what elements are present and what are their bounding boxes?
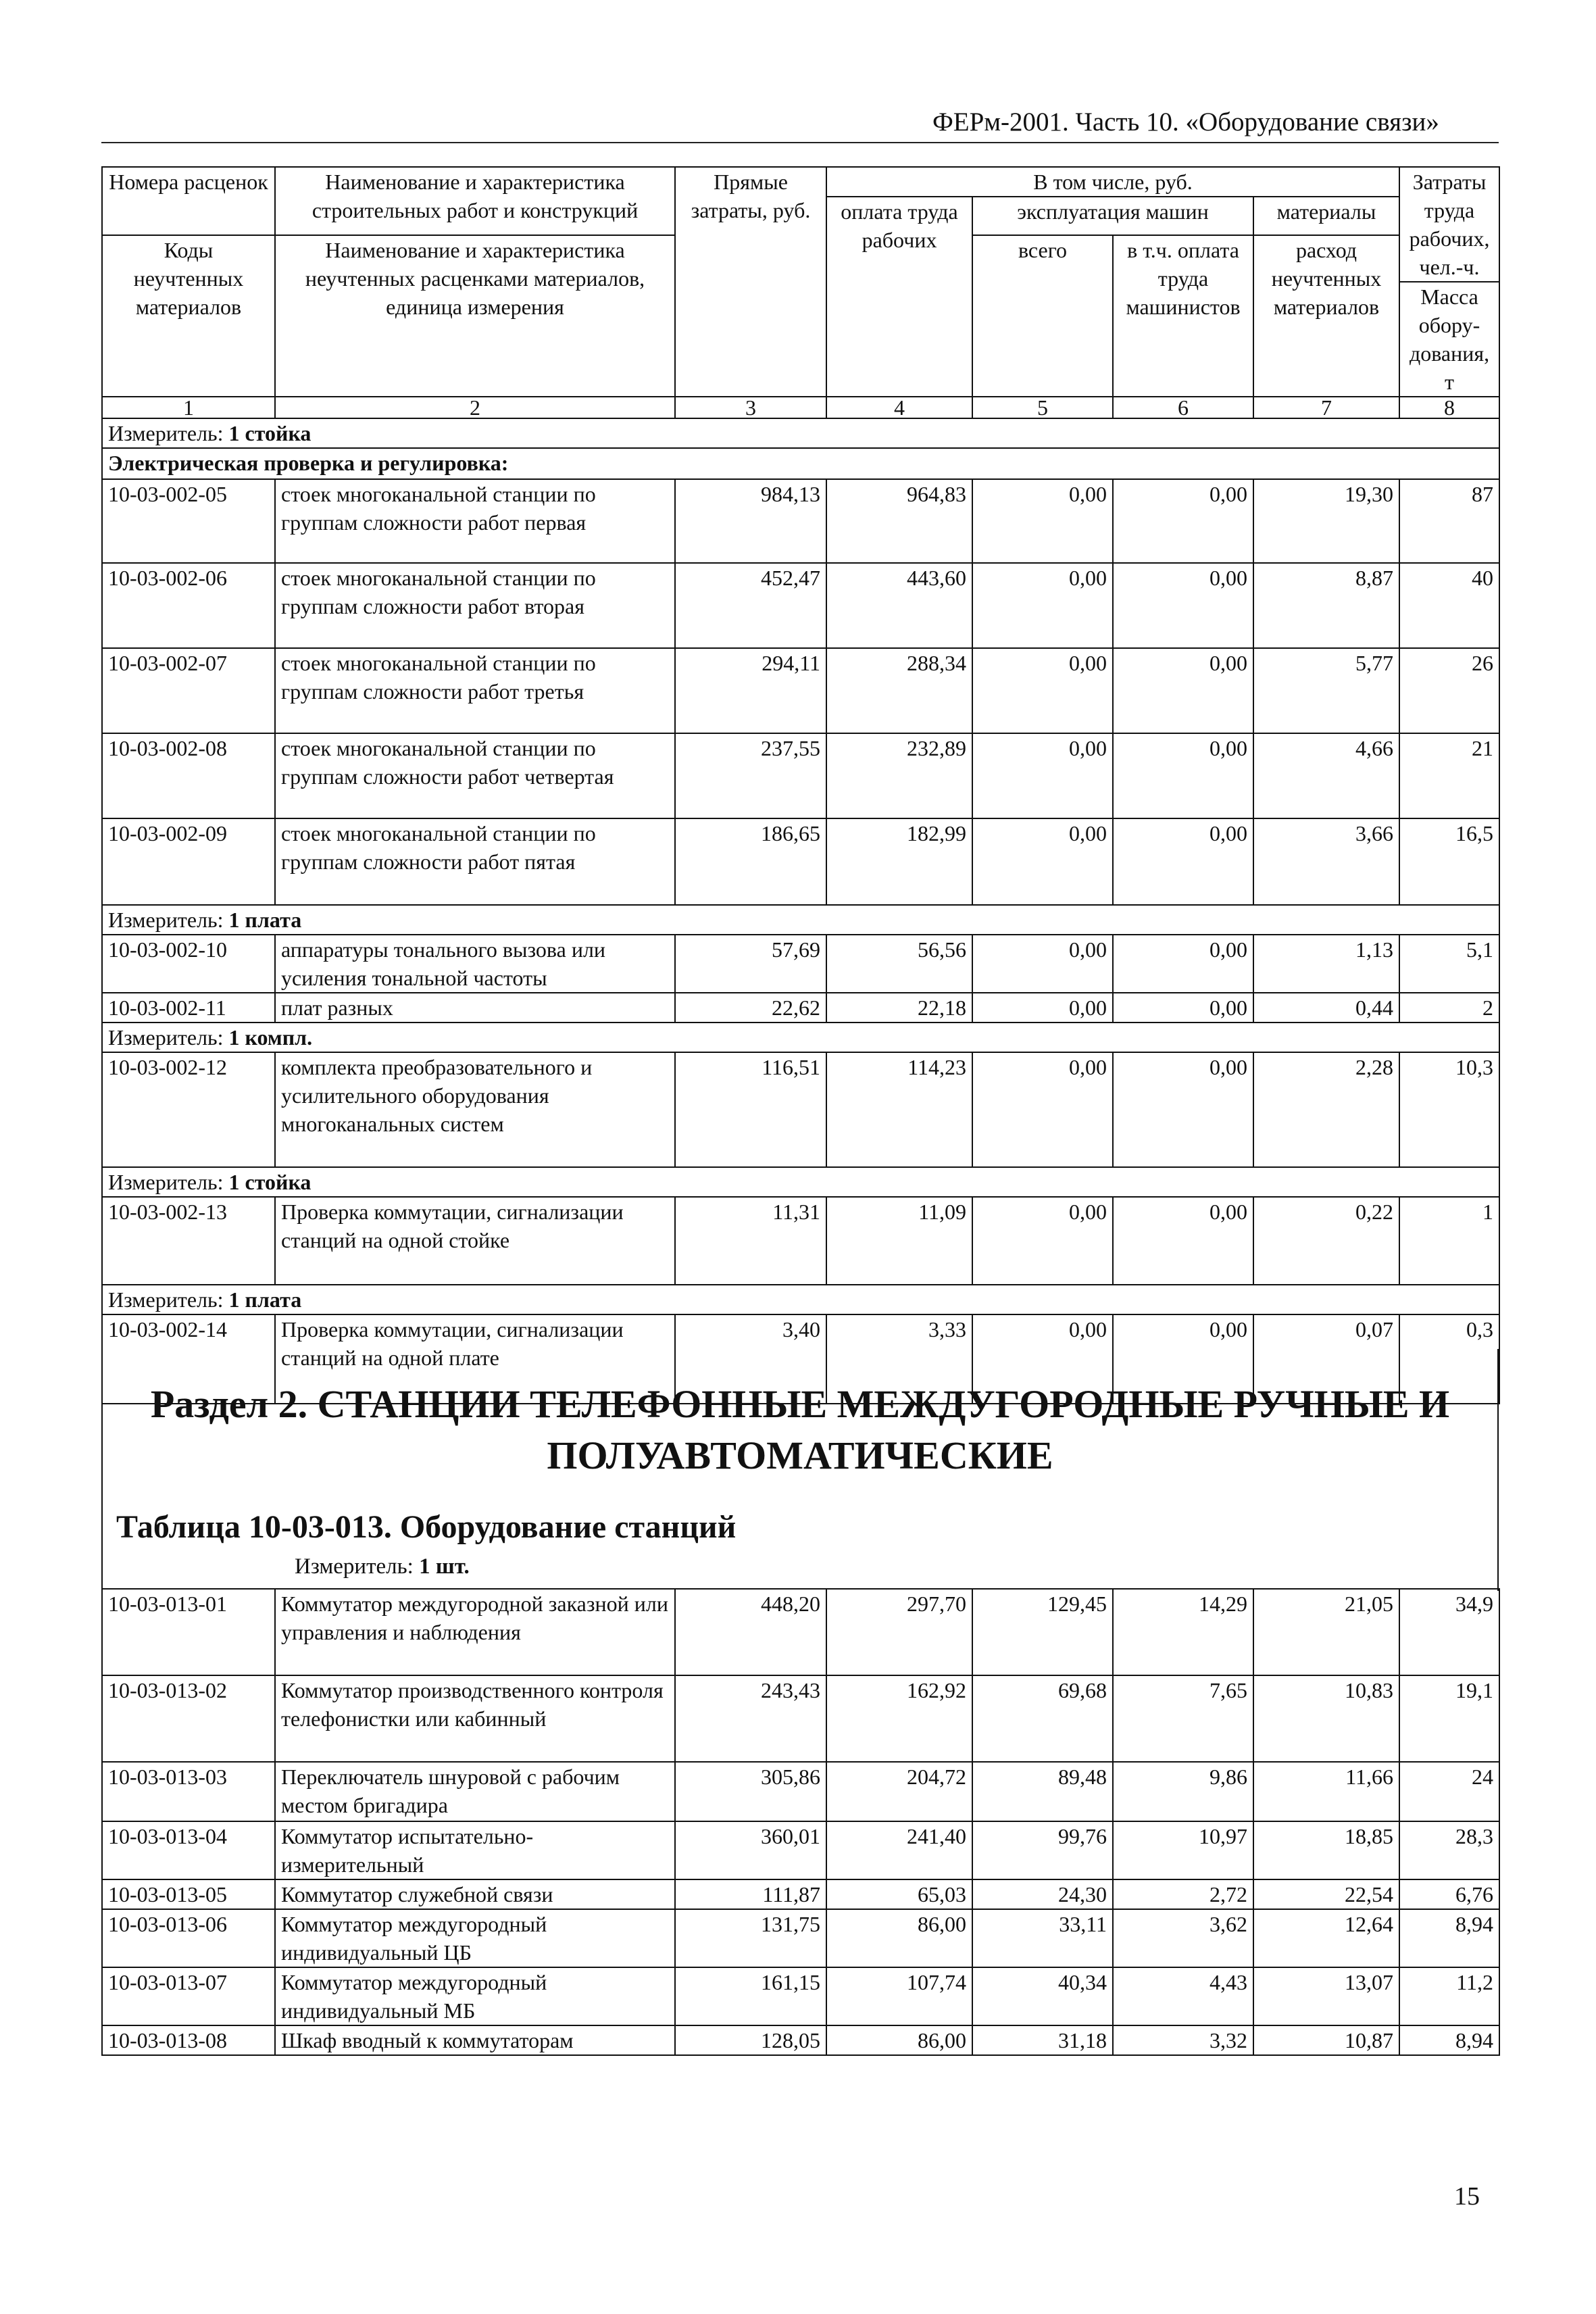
direct-cost: 452,47 xyxy=(675,563,826,648)
rate-code: 10-03-002-07 xyxy=(102,648,275,733)
rate-name: стоек многоканальной станции по группам сложности работ третья xyxy=(275,648,675,733)
labor-hours: 0,3 xyxy=(1399,1314,1499,1404)
measure-unit: 1 плата xyxy=(228,1287,302,1312)
rate-code: 10-03-013-08 xyxy=(102,2025,275,2055)
column-number: 7 xyxy=(1253,397,1399,418)
labor-pay: 65,03 xyxy=(826,1879,972,1909)
labor-hours: 8,94 xyxy=(1399,2025,1499,2055)
operator-pay: 0,00 xyxy=(1113,935,1253,993)
rate-code: 10-03-013-01 xyxy=(102,1589,275,1675)
rate-name: комплекта преобразовательного и усилительного оборудования многоканальных систем xyxy=(275,1052,675,1167)
labor-hours: 19,1 xyxy=(1399,1675,1499,1762)
machines-total: 40,34 xyxy=(972,1967,1113,2025)
rate-code: 10-03-002-13 xyxy=(102,1197,275,1285)
machines-total: 0,00 xyxy=(972,993,1113,1023)
rate-name: Коммутатор производственного контроля телефонистки или кабинный xyxy=(275,1675,675,1762)
materials-cost: 10,87 xyxy=(1253,2025,1399,2055)
labor-hours: 34,9 xyxy=(1399,1589,1499,1675)
measure-label: Измеритель: xyxy=(108,1287,229,1312)
direct-cost: 111,87 xyxy=(675,1879,826,1909)
table-row xyxy=(102,1909,1499,1967)
operator-pay: 0,00 xyxy=(1113,1314,1253,1404)
header-including: В том числе, руб. xyxy=(826,167,1399,197)
materials-cost: 19,30 xyxy=(1253,479,1399,563)
header-rule xyxy=(101,142,1499,143)
direct-cost: 448,20 xyxy=(675,1589,826,1675)
direct-cost: 116,51 xyxy=(675,1052,826,1167)
machines-total: 0,00 xyxy=(972,818,1113,905)
materials-cost: 4,66 xyxy=(1253,733,1399,818)
section-row xyxy=(102,448,1499,479)
direct-cost: 131,75 xyxy=(675,1909,826,1967)
rate-code: 10-03-002-11 xyxy=(102,993,275,1023)
table-row xyxy=(102,648,1499,733)
labor-pay: 443,60 xyxy=(826,563,972,648)
rate-code: 10-03-013-05 xyxy=(102,1879,275,1909)
materials-cost: 3,66 xyxy=(1253,818,1399,905)
column-number: 4 xyxy=(826,397,972,418)
measure-row xyxy=(102,418,1499,448)
header-direct-costs: Прямые затраты, руб. xyxy=(675,167,826,397)
direct-cost: 161,15 xyxy=(675,1967,826,2025)
labor-hours: 26 xyxy=(1399,648,1499,733)
rate-code: 10-03-002-14 xyxy=(102,1314,275,1404)
table-row xyxy=(102,2025,1499,2055)
column-number: 3 xyxy=(675,397,826,418)
rate-name: стоек многоканальной станции по группам сложности работ пятая xyxy=(275,818,675,905)
rates-table-10-03-002 xyxy=(101,166,1500,1404)
measure-label: Измеритель: xyxy=(108,421,229,445)
table-row xyxy=(102,1879,1499,1909)
materials-cost: 18,85 xyxy=(1253,1821,1399,1879)
materials-cost: 21,05 xyxy=(1253,1589,1399,1675)
operator-pay: 0,00 xyxy=(1113,648,1253,733)
column-number: 8 xyxy=(1399,397,1499,418)
rate-name: Коммутатор служебной связи xyxy=(275,1879,675,1909)
measure-unit: 1 стойка xyxy=(228,421,311,445)
labor-pay: 241,40 xyxy=(826,1821,972,1879)
operator-pay: 14,29 xyxy=(1113,1589,1253,1675)
table-row xyxy=(102,1197,1499,1285)
rate-code: 10-03-002-05 xyxy=(102,479,275,563)
machines-total: 0,00 xyxy=(972,733,1113,818)
column-number: 1 xyxy=(102,397,275,418)
direct-cost: 186,65 xyxy=(675,818,826,905)
rate-code: 10-03-002-08 xyxy=(102,733,275,818)
machines-total: 0,00 xyxy=(972,1197,1113,1285)
rate-code: 10-03-002-12 xyxy=(102,1052,275,1167)
rate-code: 10-03-013-02 xyxy=(102,1675,275,1762)
table-row xyxy=(102,1589,1499,1675)
table2-measure xyxy=(295,1554,470,1579)
labor-pay: 86,00 xyxy=(826,2025,972,2055)
table-row xyxy=(102,935,1499,993)
machines-total: 0,00 xyxy=(972,1314,1113,1404)
operator-pay: 0,00 xyxy=(1113,818,1253,905)
machines-total: 69,68 xyxy=(972,1675,1113,1762)
labor-pay: 162,92 xyxy=(826,1675,972,1762)
labor-pay: 288,34 xyxy=(826,648,972,733)
measure-unit: 1 стойка xyxy=(228,1170,311,1194)
header-labor-hours: Затраты труда рабочих, чел.-ч. xyxy=(1399,167,1499,282)
labor-hours: 2 xyxy=(1399,993,1499,1023)
header-materials: материалы xyxy=(1253,197,1399,235)
labor-pay: 11,09 xyxy=(826,1197,972,1285)
section-2-title: Раздел 2. СТАНЦИИ ТЕЛЕФОННЫЕ МЕЖДУГОРОДНЫЕ РУЧНЫЕ И ПОЛУАВТОМАТИЧЕСКИЕ xyxy=(150,1382,1450,1477)
rate-code: 10-03-013-03 xyxy=(102,1762,275,1821)
labor-hours: 21 xyxy=(1399,733,1499,818)
rate-code: 10-03-013-04 xyxy=(102,1821,275,1879)
labor-pay: 56,56 xyxy=(826,935,972,993)
direct-cost: 294,11 xyxy=(675,648,826,733)
header-material-names: Наименование и характеристика неучтенных расценками материалов, единица измерения xyxy=(275,235,675,397)
header-material-consumption: расход неучтенных материалов xyxy=(1253,235,1399,397)
rate-name: Переключатель шнуровой с рабочим местом бригадира xyxy=(275,1762,675,1821)
materials-cost: 10,83 xyxy=(1253,1675,1399,1762)
operator-pay: 3,32 xyxy=(1113,2025,1253,2055)
labor-pay: 964,83 xyxy=(826,479,972,563)
column-number: 2 xyxy=(275,397,675,418)
labor-hours: 8,94 xyxy=(1399,1909,1499,1967)
measure-label: Измеритель: xyxy=(295,1554,420,1579)
direct-cost: 22,62 xyxy=(675,993,826,1023)
measure-label: Измеритель: xyxy=(108,908,229,932)
direct-cost: 243,43 xyxy=(675,1675,826,1762)
rate-code: 10-03-013-07 xyxy=(102,1967,275,2025)
labor-hours: 1 xyxy=(1399,1197,1499,1285)
labor-pay: 107,74 xyxy=(826,1967,972,2025)
labor-pay: 182,99 xyxy=(826,818,972,905)
measure-row xyxy=(102,1285,1499,1314)
labor-pay: 86,00 xyxy=(826,1909,972,1967)
materials-cost: 2,28 xyxy=(1253,1052,1399,1167)
labor-hours: 40 xyxy=(1399,563,1499,648)
operator-pay: 10,97 xyxy=(1113,1821,1253,1879)
machines-total: 24,30 xyxy=(972,1879,1113,1909)
table-header xyxy=(102,167,1499,418)
machines-total: 89,48 xyxy=(972,1762,1113,1821)
measure-unit: 1 плата xyxy=(228,908,302,932)
header-machines-total: всего xyxy=(972,235,1113,397)
machines-total: 129,45 xyxy=(972,1589,1113,1675)
materials-cost: 11,66 xyxy=(1253,1762,1399,1821)
machines-total: 99,76 xyxy=(972,1821,1113,1879)
machines-total: 0,00 xyxy=(972,563,1113,648)
labor-pay: 204,72 xyxy=(826,1762,972,1821)
labor-pay: 297,70 xyxy=(826,1589,972,1675)
header-machines: эксплуатация машин xyxy=(972,197,1253,235)
measure-row xyxy=(102,905,1499,935)
table-row xyxy=(102,818,1499,905)
column-numbers-row xyxy=(102,397,1499,418)
section-electric-check: Электрическая проверка и регулировка: xyxy=(102,448,1499,479)
materials-cost: 13,07 xyxy=(1253,1967,1399,2025)
table-row xyxy=(102,1052,1499,1167)
materials-cost: 5,77 xyxy=(1253,648,1399,733)
measure-row xyxy=(102,1167,1499,1197)
direct-cost: 128,05 xyxy=(675,2025,826,2055)
table-body xyxy=(102,418,1499,1404)
measure-unit: 1 шт. xyxy=(419,1554,470,1579)
table-row xyxy=(102,1675,1499,1762)
measure-label: Измеритель: xyxy=(108,1170,229,1194)
rate-name: стоек многоканальной станции по группам сложности работ четвертая xyxy=(275,733,675,818)
header-rate-numbers: Номера расценок xyxy=(102,167,275,235)
header-material-codes: Коды неучтенных материалов xyxy=(102,235,275,397)
rate-name: плат разных xyxy=(275,993,675,1023)
direct-cost: 57,69 xyxy=(675,935,826,993)
rate-name: Проверка коммутации, сигнализации станций на одной стойке xyxy=(275,1197,675,1285)
rates-table-10-03-013 xyxy=(101,1588,1500,2056)
table-row xyxy=(102,1967,1499,2025)
labor-pay: 3,33 xyxy=(826,1314,972,1404)
table-row xyxy=(102,733,1499,818)
rate-name: стоек многоканальной станции по группам сложности работ первая xyxy=(275,479,675,563)
labor-hours: 87 xyxy=(1399,479,1499,563)
materials-cost: 0,44 xyxy=(1253,993,1399,1023)
materials-cost: 8,87 xyxy=(1253,563,1399,648)
rate-name: Шкаф вводный к коммутаторам xyxy=(275,2025,675,2055)
measure-row xyxy=(102,1023,1499,1052)
machines-total: 0,00 xyxy=(972,648,1113,733)
rate-name: Коммутатор междугородный индивидуальный МБ xyxy=(275,1967,675,2025)
direct-cost: 237,55 xyxy=(675,733,826,818)
operator-pay: 0,00 xyxy=(1113,733,1253,818)
machines-total: 0,00 xyxy=(972,1052,1113,1167)
operator-pay: 7,65 xyxy=(1113,1675,1253,1762)
direct-cost: 3,40 xyxy=(675,1314,826,1404)
operator-pay: 0,00 xyxy=(1113,1052,1253,1167)
materials-cost: 0,22 xyxy=(1253,1197,1399,1285)
table-row xyxy=(102,993,1499,1023)
running-header: ФЕРм-2001. Часть 10. «Оборудование связи» xyxy=(932,107,1439,137)
labor-hours: 5,1 xyxy=(1399,935,1499,993)
direct-cost: 11,31 xyxy=(675,1197,826,1285)
operator-pay: 3,62 xyxy=(1113,1909,1253,1967)
measure-label: Измеритель: xyxy=(108,1025,229,1050)
header-worker-pay: оплата труда рабочих xyxy=(826,197,972,397)
materials-cost: 12,64 xyxy=(1253,1909,1399,1967)
rate-name: Коммутатор междугородный индивидуальный ЦБ xyxy=(275,1909,675,1967)
header-work-name: Наименование и характеристика строительных работ и конструкций xyxy=(275,167,675,235)
materials-cost: 1,13 xyxy=(1253,935,1399,993)
machines-total: 31,18 xyxy=(972,2025,1113,2055)
labor-pay: 22,18 xyxy=(826,993,972,1023)
machines-total: 0,00 xyxy=(972,479,1113,563)
operator-pay: 0,00 xyxy=(1113,993,1253,1023)
operator-pay: 2,72 xyxy=(1113,1879,1253,1909)
operator-pay: 0,00 xyxy=(1113,479,1253,563)
column-number: 5 xyxy=(972,397,1113,418)
rate-name: аппаратуры тонального вызова или усиления тональной частоты xyxy=(275,935,675,993)
table-row xyxy=(102,1762,1499,1821)
machines-total: 33,11 xyxy=(972,1909,1113,1967)
measure-unit: 1 компл. xyxy=(228,1025,313,1050)
rate-code: 10-03-002-10 xyxy=(102,935,275,993)
labor-hours: 11,2 xyxy=(1399,1967,1499,2025)
labor-hours: 28,3 xyxy=(1399,1821,1499,1879)
labor-hours: 16,5 xyxy=(1399,818,1499,905)
column-number: 6 xyxy=(1113,397,1253,418)
table-row xyxy=(102,1821,1499,1879)
page-number: 15 xyxy=(1454,2182,1480,2211)
labor-pay: 114,23 xyxy=(826,1052,972,1167)
header-equipment-mass: Масса обору-дования, т xyxy=(1399,282,1499,397)
labor-hours: 6,76 xyxy=(1399,1879,1499,1909)
rate-code: 10-03-002-06 xyxy=(102,563,275,648)
table-row xyxy=(102,479,1499,563)
direct-cost: 984,13 xyxy=(675,479,826,563)
operator-pay: 9,86 xyxy=(1113,1762,1253,1821)
rate-code: 10-03-002-09 xyxy=(102,818,275,905)
operator-pay: 4,43 xyxy=(1113,1967,1253,2025)
rate-name: Коммутатор испытательно-измерительный xyxy=(275,1821,675,1879)
labor-pay: 232,89 xyxy=(826,733,972,818)
materials-cost: 0,07 xyxy=(1253,1314,1399,1404)
direct-cost: 360,01 xyxy=(675,1821,826,1879)
rate-code: 10-03-013-06 xyxy=(102,1909,275,1967)
table-title: Таблица 10-03-013. Оборудование станций xyxy=(116,1509,737,1545)
rate-name: Проверка коммутации, сигнализации станций на одной плате xyxy=(275,1314,675,1404)
labor-hours: 24 xyxy=(1399,1762,1499,1821)
header-operator-pay: в т.ч. оплата труда машинистов xyxy=(1113,235,1253,397)
operator-pay: 0,00 xyxy=(1113,1197,1253,1285)
table-row xyxy=(102,563,1499,648)
direct-cost: 305,86 xyxy=(675,1762,826,1821)
operator-pay: 0,00 xyxy=(1113,563,1253,648)
materials-cost: 22,54 xyxy=(1253,1879,1399,1909)
labor-hours: 10,3 xyxy=(1399,1052,1499,1167)
rate-name: Коммутатор междугородной заказной или управления и наблюдения xyxy=(275,1589,675,1675)
rate-name: стоек многоканальной станции по группам сложности работ вторая xyxy=(275,563,675,648)
machines-total: 0,00 xyxy=(972,935,1113,993)
